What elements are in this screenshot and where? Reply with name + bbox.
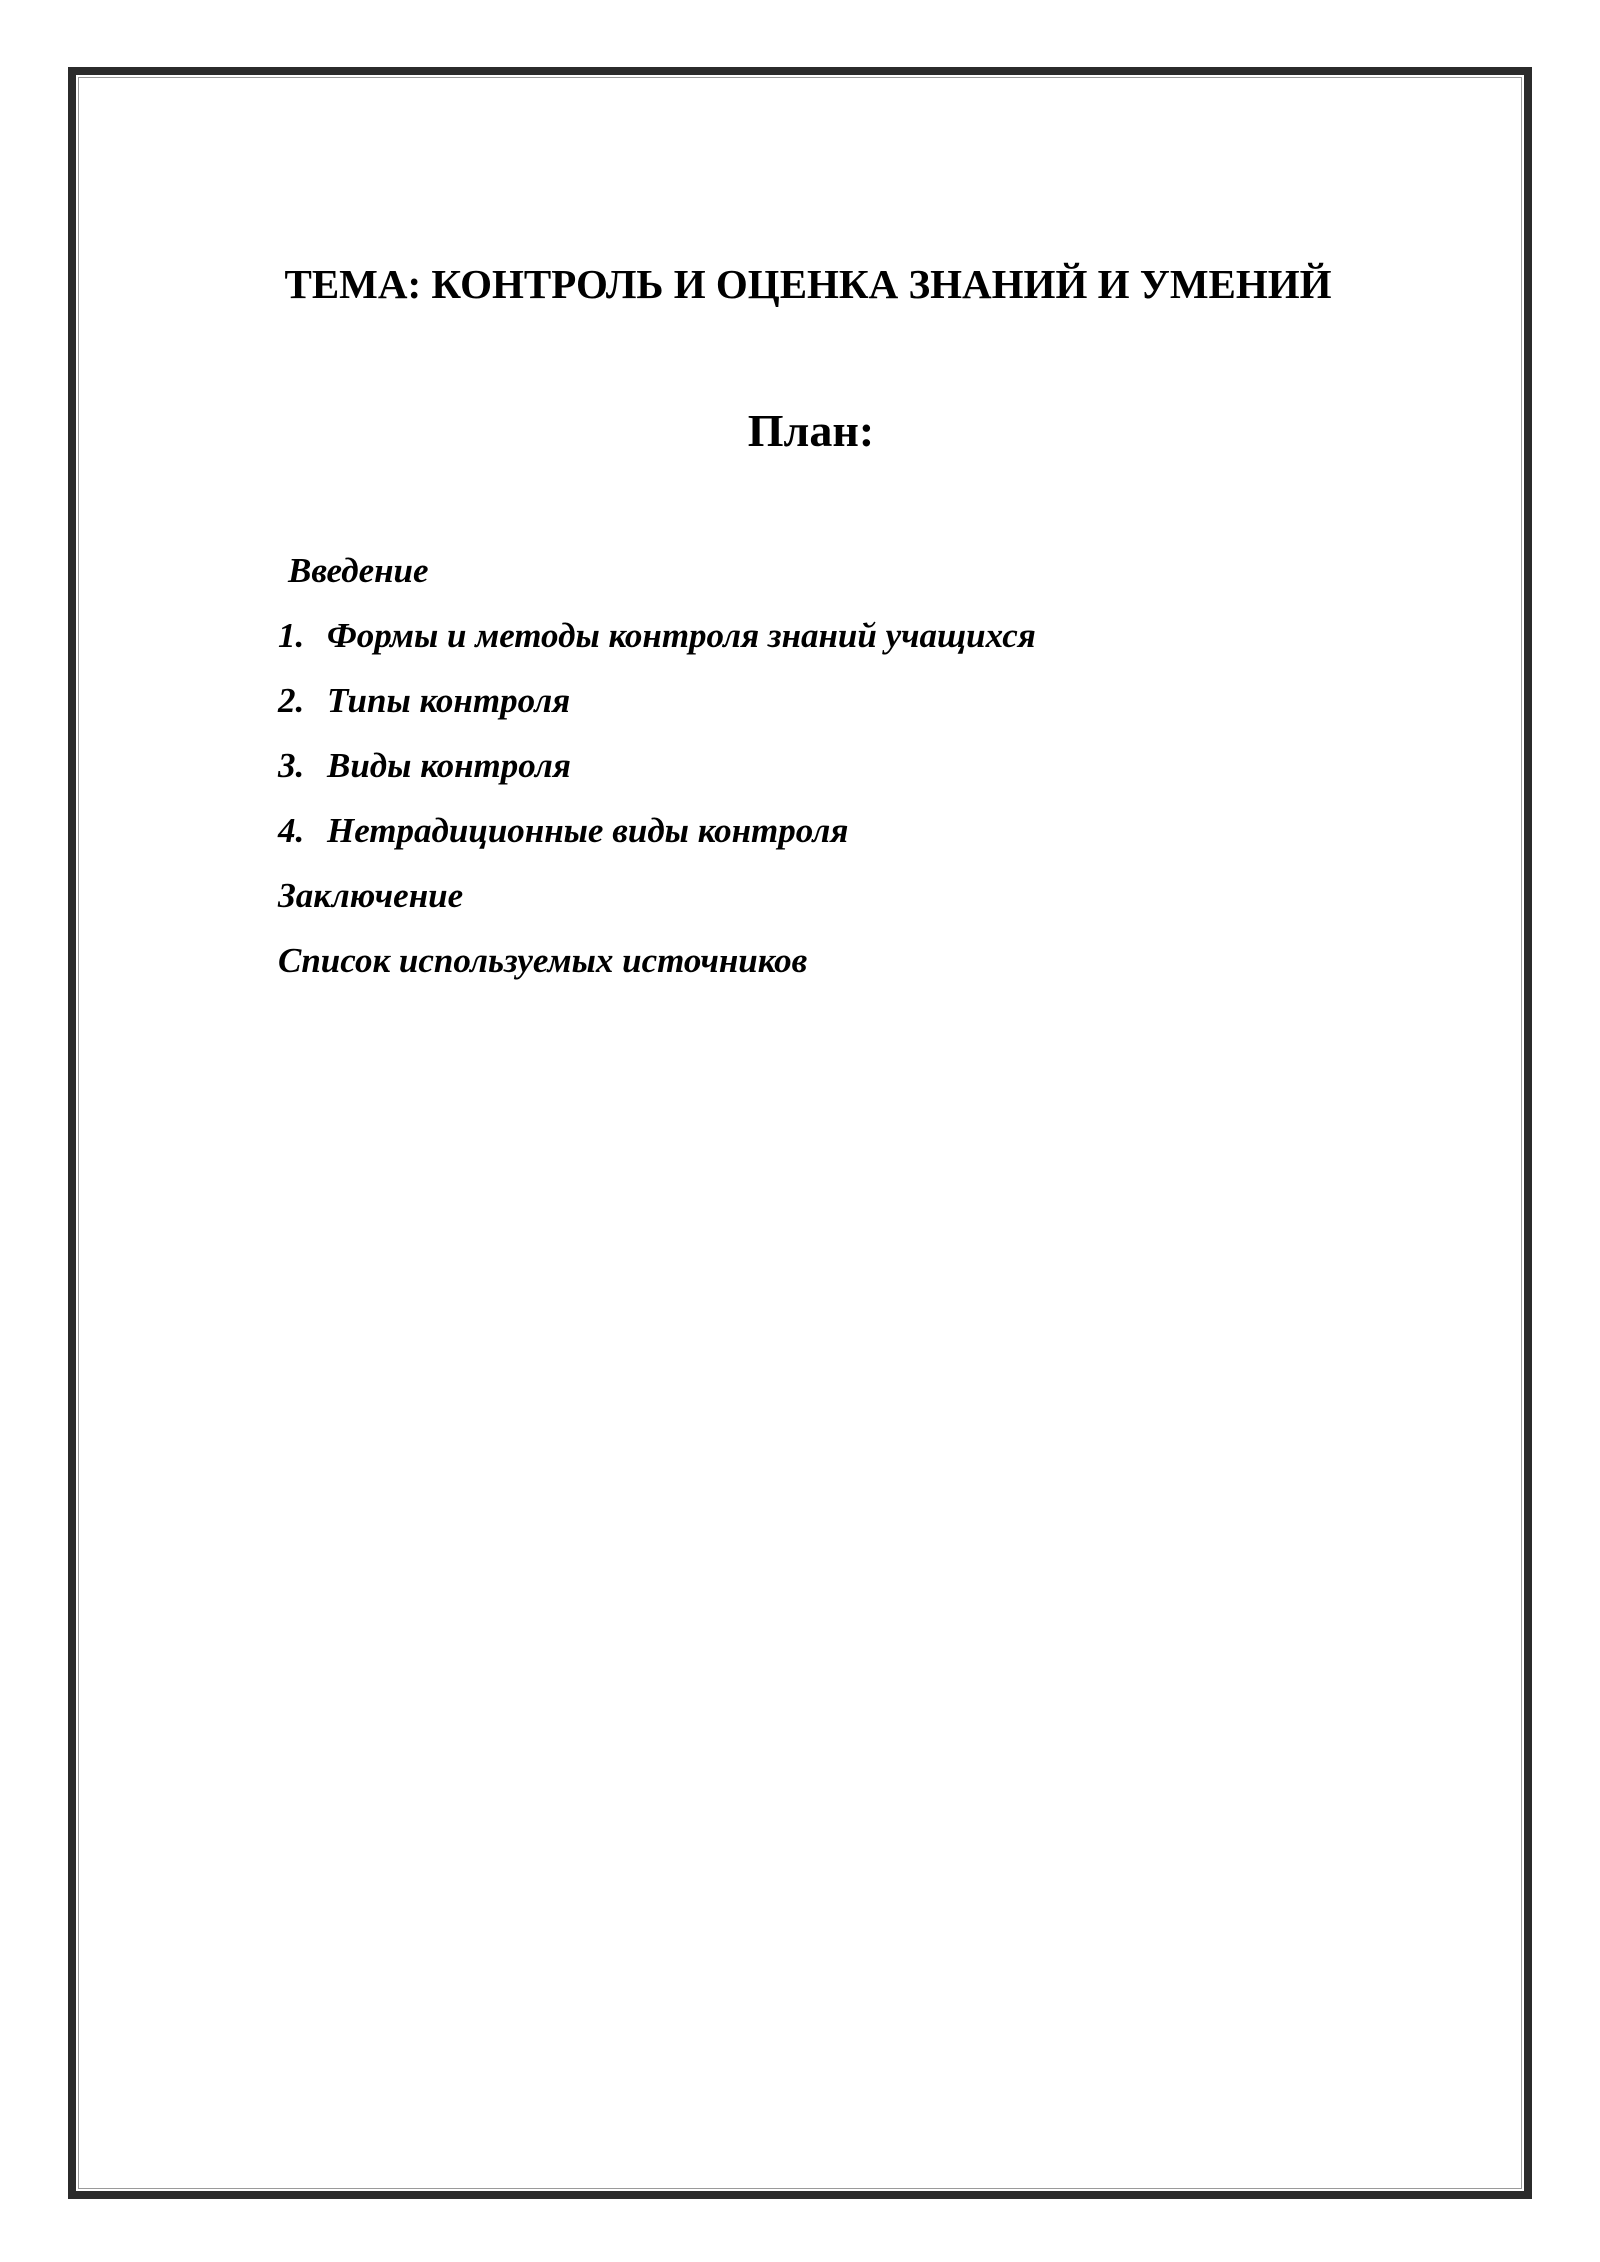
plan-item-text: Типы контроля bbox=[327, 681, 571, 720]
document-topic: ТЕМА: КОНТРОЛЬ И ОЦЕНКА ЗНАНИЙ И УМЕНИЙ bbox=[284, 261, 1332, 307]
plan-item-number: 3. bbox=[278, 746, 305, 785]
plan-item-1 bbox=[278, 614, 1036, 658]
plan-conclusion: Заключение bbox=[278, 876, 464, 915]
plan-item-3 bbox=[278, 744, 571, 788]
plan-item-number: 1. bbox=[278, 616, 305, 655]
plan-sources: Список используемых источников bbox=[278, 941, 808, 980]
plan-heading: План: bbox=[747, 405, 875, 456]
plan-item-text: Формы и методы контроля знаний учащихся bbox=[327, 616, 1036, 655]
plan-item-text: Виды контроля bbox=[327, 746, 571, 785]
page-border bbox=[68, 67, 1532, 2199]
plan-item-text: Нетрадиционные виды контроля bbox=[327, 811, 849, 850]
plan-item-number: 2. bbox=[278, 681, 305, 720]
plan-intro: Введение bbox=[288, 551, 429, 590]
plan-item-2 bbox=[278, 679, 570, 723]
plan-item-4 bbox=[278, 809, 848, 853]
plan-item-number: 4. bbox=[278, 811, 305, 850]
